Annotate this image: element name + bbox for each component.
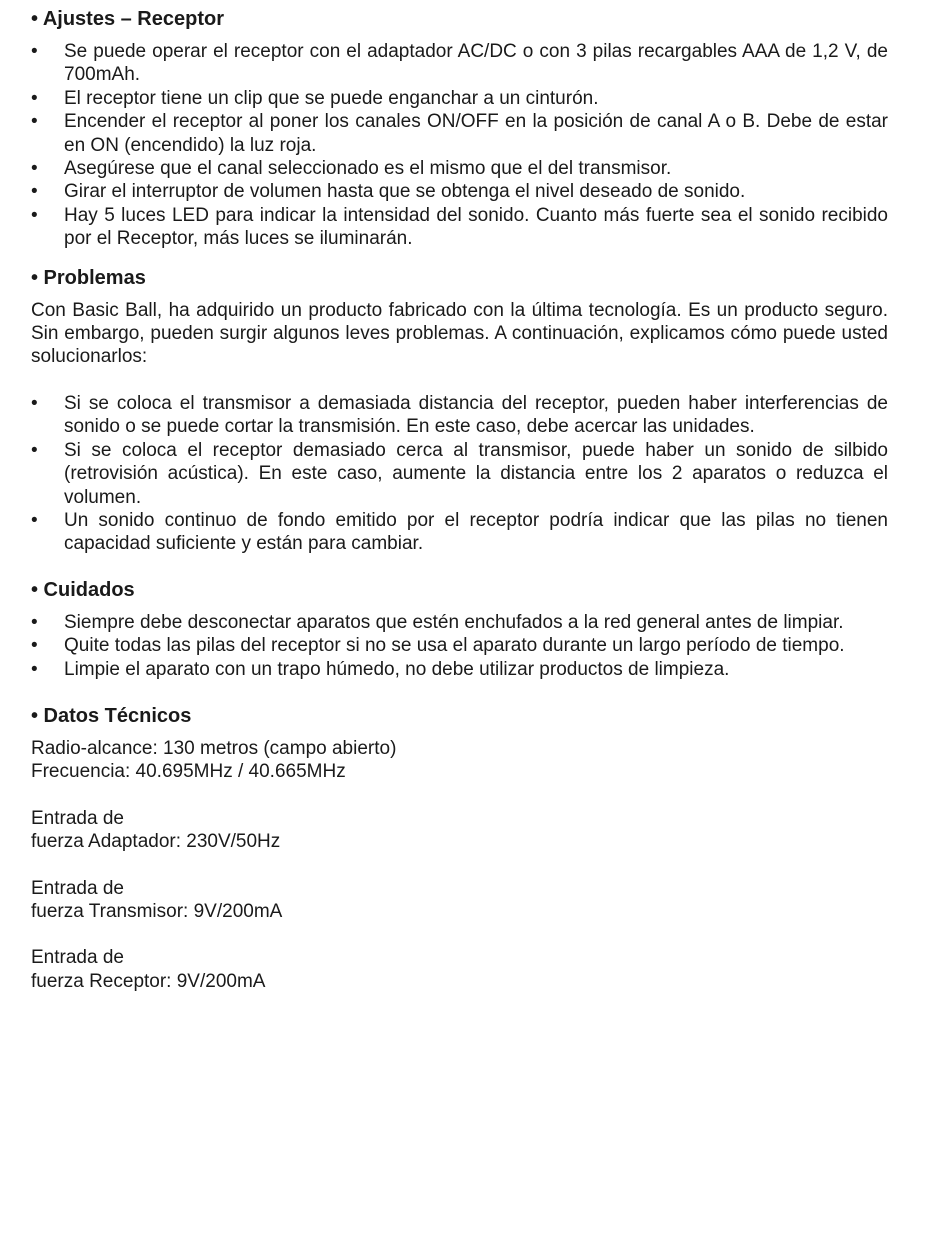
list-item: • Un sonido continuo de fondo emitido por el receptor podría indicar que las pilas no tienen capacidad suficiente y están para cambiar.: [31, 509, 888, 555]
list-item: • Quite todas las pilas del receptor si no se usa el aparato durante un largo período de tiempo.: [31, 635, 845, 657]
problemas-intro: Con Basic Ball, ha adquirido un producto fabricado con la última tecnología. Es un producto seguro. Sin embargo, pueden surgir algunos leves problemas. A continuación, explicamos cómo puede usted solucionarlos:: [31, 299, 888, 368]
bullet-icon: •: [31, 392, 38, 414]
bullet-icon: •: [31, 111, 38, 133]
heading-cuidados: • Cuidados: [31, 578, 135, 601]
bullet-icon: •: [31, 611, 38, 633]
list-item: • Se puede operar el receptor con el adaptador AC/DC o con 3 pilas recargables AAA de 1,2 V, de 700mAh.: [31, 41, 888, 86]
list-item: • Siempre debe desconectar aparatos que estén enchufados a la red general antes de limpiar.: [31, 611, 844, 633]
cuidados-list: [31, 611, 888, 681]
bullet-icon: •: [31, 635, 38, 657]
bullet-icon: •: [31, 181, 38, 203]
spec-transmisor-value: fuerza Transmisor: 9V/200mA: [31, 900, 283, 922]
list-item: • Si se coloca el receptor demasiado cerca al transmisor, puede haber un sonido de silbido (retrovisión acústica). En este caso, aumente la distancia entre los 2 aparatos o reduzca el volumen.: [31, 439, 888, 508]
spec-adaptador-label: Entrada de: [31, 807, 124, 829]
list-item: • Limpie el aparato con un trapo húmedo, no debe utilizar productos de limpieza.: [31, 658, 730, 680]
list-item: • Asegúrese que el canal seleccionado es el mismo que el del transmisor.: [31, 158, 672, 180]
spec-receptor-label: Entrada de: [31, 947, 124, 969]
spec-frecuencia: Frecuencia: 40.695MHz / 40.665MHz: [31, 761, 346, 783]
heading-ajustes-receptor: • Ajustes – Receptor: [31, 8, 224, 30]
datos-tecnicos-block: [31, 737, 888, 993]
heading-problemas: • Problemas: [31, 266, 146, 289]
list-item: • Encender el receptor al poner los canales ON/OFF en la posición de canal A o B. Debe de estar en ON (encendido) la luz roja.: [31, 111, 888, 156]
list-item: • Si se coloca el transmisor a demasiada distancia del receptor, pueden haber interferencias de sonido o se puede cortar la transmisión. En este caso, debe acercar las unidades.: [31, 392, 888, 438]
bullet-icon: •: [31, 204, 38, 226]
spec-radio-alcance: Radio-alcance: 130 metros (campo abierto): [31, 737, 397, 759]
heading-datos-tecnicos: • Datos Técnicos: [31, 704, 192, 727]
bullet-icon: •: [31, 509, 38, 531]
bullet-icon: •: [31, 87, 38, 109]
list-item: • Girar el interruptor de volumen hasta que se obtenga el nivel deseado de sonido.: [31, 181, 746, 203]
ajustes-list: [31, 40, 888, 251]
bullet-icon: •: [31, 439, 38, 461]
bullet-icon: •: [31, 658, 38, 680]
manual-page: [31, 6, 888, 993]
spec-adaptador-value: fuerza Adaptador: 230V/50Hz: [31, 831, 281, 853]
spec-receptor-value: fuerza Receptor: 9V/200mA: [31, 970, 266, 992]
spec-transmisor-label: Entrada de: [31, 877, 124, 899]
list-item: • El receptor tiene un clip que se puede enganchar a un cinturón.: [31, 87, 599, 109]
bullet-icon: •: [31, 41, 38, 62]
bullet-icon: •: [31, 158, 38, 180]
problemas-list: [31, 392, 888, 556]
list-item: • Hay 5 luces LED para indicar la intensidad del sonido. Cuanto más fuerte sea el sonido recibido por el Receptor, más luces se iluminarán.: [31, 204, 888, 250]
